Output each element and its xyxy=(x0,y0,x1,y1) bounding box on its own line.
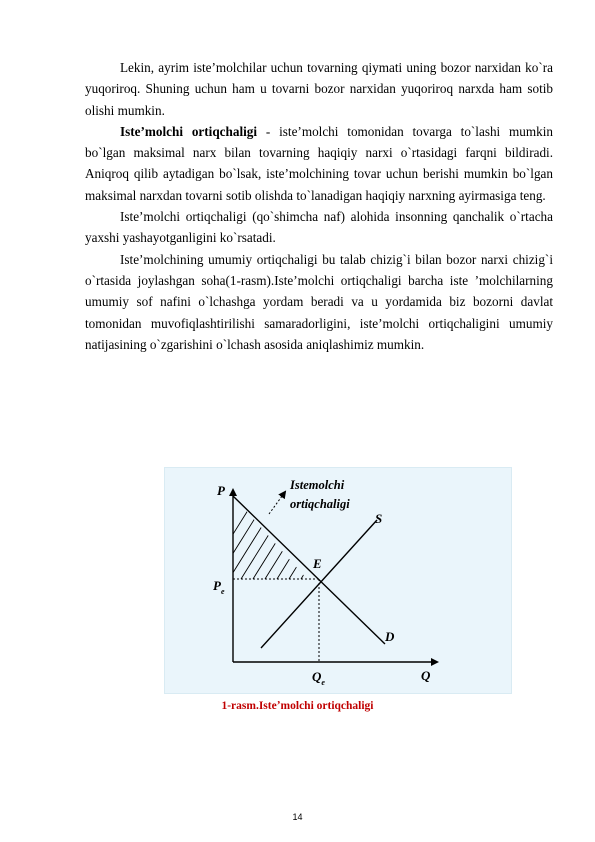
surplus-pointer-arrow xyxy=(269,492,285,514)
paragraph-3 xyxy=(85,206,553,249)
equilibrium-label: E xyxy=(313,556,322,571)
paragraph-2 xyxy=(85,121,553,206)
equilibrium-quantity-label-sub: e xyxy=(321,678,325,687)
paragraph-4-text: Isteʼmolchining umumiy ortiqchaligi bu talab chizig`i bilan bozor narxi chizig`i o`rtasida joylashgan soha(1-rasm).Isteʼmolchi ortiqchaligi barcha iste ʼmolchilarning umumiy sof nafini o`lchashga yordam beradi va u yordamida biz bozorni davlat tomonidan muvofiqlashtirilishi samaradorligini, isteʼmolchi ortiqchaligini umumiy natijasining o`zgarishini o`lchash asosida aniqlashimiz mumkin. xyxy=(85,251,553,352)
paragraph-3-text: Isteʼmolchi ortiqchaligi (qo`shimcha naf) alohida insonning qanchalik o`rtacha yaxshi yashayotganligini ko`rsatadi. xyxy=(85,209,553,246)
equilibrium-quantity-label-main: Q xyxy=(312,669,322,684)
surplus-label-line2: ortiqchaligi xyxy=(290,497,350,511)
consumer-surplus-hatch xyxy=(205,499,363,579)
paragraph-1-text: Lekin, ayrim isteʼmolchilar uchun tovarning qiymati uning bozor narxidan ko`ra yuqoriroq. Shuning uchun ham u tovarni bozor narxidan yuqoriroq narxda ham sotib olishi mumkin. xyxy=(85,60,553,118)
body-text xyxy=(85,57,553,355)
term-consumer-surplus: Isteʼmolchi ortiqchaligi xyxy=(120,123,258,139)
demand-label: D xyxy=(385,629,395,644)
equilibrium-quantity-label xyxy=(312,669,325,687)
figure-caption: 1-rasm.Isteʼmolchi ortiqchaligi xyxy=(221,700,374,712)
equilibrium-price-label-main: P xyxy=(213,578,221,593)
supply-demand-diagram xyxy=(165,468,511,693)
paragraph-1 xyxy=(85,57,553,121)
paragraph-2-text: - isteʼmolchi tomonidan tovarga to`lashi mumkin bo`lgan maksimal narx bilan tovarning haqiqiy narxi o`rtasidagi farqni bildiradi. Aniqroq qilib aytadigan bo`lsak, isteʼmolchining tovar uchun berishi mumkin bo`lgan maksimal narxdan tovarni sotib olishda to`lanadigan haqiqiy narxning ayirmasiga teng. xyxy=(85,123,554,203)
supply-label: S xyxy=(375,511,383,526)
demand-curve xyxy=(233,496,385,644)
y-axis-label: P xyxy=(217,483,225,498)
equilibrium-price-label-sub: e xyxy=(220,587,225,596)
surplus-label-line1: Istemolchi xyxy=(290,478,345,492)
equilibrium-price-label xyxy=(213,578,225,596)
figure-consumer-surplus xyxy=(164,467,512,694)
x-axis-label: Q xyxy=(421,668,431,683)
page-number: 14 xyxy=(292,812,303,822)
paragraph-4 xyxy=(85,249,553,355)
